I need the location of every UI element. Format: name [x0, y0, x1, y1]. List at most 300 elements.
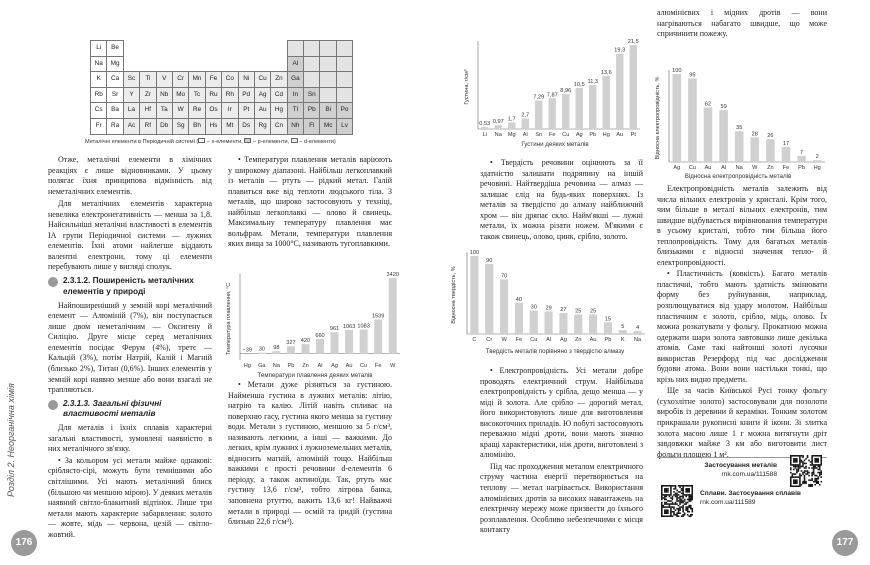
qr-module [687, 488, 689, 490]
qr-module [804, 460, 806, 462]
data-label: 11,3 [587, 78, 598, 85]
qr-module [661, 491, 663, 493]
qr-module [691, 488, 693, 490]
qr-module [811, 478, 813, 480]
category-label: Zn [574, 337, 582, 343]
bar-hg [243, 353, 251, 354]
data-label: 19,3 [614, 47, 626, 54]
qr-module [676, 508, 678, 510]
qr-module [790, 485, 792, 487]
qr-module [664, 485, 666, 487]
qr-module [664, 488, 666, 490]
qr-module [661, 506, 663, 508]
density-chart-caption: Густини деяких металів [521, 141, 589, 148]
qr-module [661, 490, 663, 492]
category-label: Zn [302, 363, 309, 369]
qr-module [804, 467, 806, 469]
element-cell-rg: Rg [254, 118, 270, 134]
empty-cell [172, 41, 188, 57]
qr-module [793, 482, 795, 484]
qr-module [678, 512, 680, 514]
qr-module [678, 508, 680, 510]
qr-module [799, 476, 801, 478]
qr-module [816, 475, 818, 477]
qr-module [663, 494, 665, 496]
empty-cell [304, 56, 320, 72]
element-cell-sg: Sg [172, 118, 188, 134]
qr-module [804, 482, 806, 484]
qr-module [790, 479, 792, 481]
qr-module [811, 457, 813, 459]
qr-code-alloys[interactable] [661, 485, 693, 517]
qr-module [682, 485, 684, 487]
qr-module [673, 506, 675, 508]
qr-module [804, 470, 806, 472]
y-axis-label: Відносна твердість, % [451, 266, 457, 324]
qr-module [819, 469, 821, 471]
qr-module [819, 455, 821, 457]
qr-module [811, 475, 813, 477]
qr-module [666, 506, 668, 508]
element-cell-ru: Ru [205, 87, 221, 103]
qr-module [679, 506, 681, 508]
qr-code-applications[interactable] [790, 455, 822, 487]
qr-module [678, 515, 680, 517]
link-applications[interactable]: Застосування металів rnk.com.ua/111588 [704, 462, 777, 478]
bar-hg [603, 76, 610, 129]
data-label: 420 [300, 338, 311, 345]
qr-module [661, 502, 663, 504]
data-label: 27 [560, 306, 567, 313]
qr-module [816, 461, 818, 463]
qr-module [673, 494, 675, 496]
qr-module [666, 488, 668, 490]
qr-module [802, 466, 804, 468]
qr-module [682, 487, 684, 489]
qr-module [802, 464, 804, 466]
y-axis-label: Температура плавлення, °С [226, 282, 232, 356]
qr-module [687, 511, 689, 513]
qr-module [805, 481, 807, 483]
qr-module [799, 473, 801, 475]
bar-cu [360, 330, 368, 354]
qr-module [682, 511, 684, 513]
qr-module [690, 499, 692, 501]
empty-cell [287, 41, 303, 57]
qr-module [813, 481, 815, 483]
qr-module [807, 455, 809, 457]
qr-module [666, 511, 668, 513]
element-cell-lv: Lv [336, 118, 352, 134]
qr-module [690, 485, 692, 487]
element-cell-mt: Mt [222, 118, 238, 134]
data-label: 7 [800, 149, 804, 156]
qr-module [811, 464, 813, 466]
heading-abundance: 2.3.1.2. Поширеність металічних елементів у природі [48, 276, 212, 298]
element-cell-ds: Ds [238, 118, 254, 134]
category-label: Cu [530, 337, 538, 343]
qr-module [682, 508, 684, 510]
empty-cell [123, 41, 139, 57]
bar-al [522, 118, 529, 129]
qr-module [790, 472, 792, 474]
qr-module [681, 499, 683, 501]
qr-module [664, 497, 666, 499]
qr-module [687, 499, 689, 501]
qr-module [666, 490, 668, 492]
qr-module [819, 475, 821, 477]
qr-module [678, 497, 680, 499]
bar-fe [515, 303, 523, 334]
qr-module [811, 461, 813, 463]
category-label: Sn [535, 132, 543, 138]
element-cell-sn: Sn [304, 87, 320, 103]
data-label: 1539 [371, 313, 385, 320]
data-label: 1,7 [507, 116, 516, 123]
qr-module [796, 485, 798, 487]
qr-module [664, 512, 666, 514]
qr-module [669, 503, 671, 505]
element-cell-cn: Cn [271, 118, 287, 134]
data-label: 26 [767, 133, 774, 140]
qr-module [682, 493, 684, 495]
qr-module [685, 506, 687, 508]
qr-module [667, 515, 669, 517]
qr-module [661, 503, 663, 505]
qr-module [820, 476, 822, 478]
qr-module [798, 476, 800, 478]
qr-module [663, 485, 665, 487]
qr-module [817, 460, 819, 462]
qr-module [685, 496, 687, 498]
qr-module [690, 496, 692, 498]
paragraph-reducers: Отже, металічні елементи в хімічних реакціях є лише відновниками. У цьому полягає їхня принципова відмінність від неметалічних елементів. [48, 155, 212, 196]
qr-module [682, 500, 684, 502]
element-cell-tc: Tc [189, 87, 205, 103]
qr-module [685, 494, 687, 496]
qr-module [661, 497, 663, 499]
qr-module [681, 506, 683, 508]
data-label: 2 [815, 154, 819, 161]
data-label: 21,5 [627, 39, 639, 45]
paragraph-plasticity: • Пластичність (ковкість). Багато металів пластичні, тобто мають здатність змінювати форму без руйнування, наприклад, розплющуватися від удару молотом. Найбільш пластичним є золото, срібло, мідь, олово. Їх можна розкатувати у фольгу. Прокатною можна одержати шари золота завтовшки лише декілька атомів. Саме такі найтонші золоті лусочки використав Резерфорд під час дослідження будови атома. Вони вони настільки тонкі, що крізь них видно предмети. [657, 269, 827, 384]
qr-module [792, 464, 794, 466]
qr-module [679, 499, 681, 501]
paragraph-fire: алюмінієвих і мідних дротів — вони нагріваються набагато швидше, що може спричинити пожежу. [657, 8, 827, 39]
paragraph-history: Ще за часів Київської Русі тонку фольгу (сухозлітне золото) застосовували для позолоти виробів із деревини й кераміки. Тонким золотом прикрашали рукописні книги й ікони. Зі злитка золота масою лише 1 г можна витягнути дріт завдовжки майже 3 км або виготовити лист фольги площею 1 м². [657, 386, 827, 459]
qr-module [801, 455, 803, 457]
qr-module [820, 470, 822, 472]
melting-chart [224, 268, 404, 372]
element-cell-cd: Cd [271, 87, 287, 103]
qr-module [691, 497, 693, 499]
qr-module [682, 496, 684, 498]
qr-module [799, 466, 801, 468]
element-cell-rb: Rb [91, 87, 107, 103]
qr-module [817, 455, 819, 457]
empty-cell [156, 41, 172, 57]
qr-module [672, 511, 674, 513]
category-label: Ag [559, 337, 567, 343]
heading-bullet-icon [48, 400, 58, 410]
qr-module [795, 476, 797, 478]
category-label: Ag [575, 132, 583, 138]
qr-module [796, 481, 798, 483]
element-cell-tl: Tl [287, 103, 303, 119]
bar-pt [630, 45, 637, 129]
qr-module [666, 512, 668, 514]
qr-module [661, 509, 663, 511]
category-label: Ag [673, 165, 681, 171]
qr-module [663, 515, 665, 517]
paragraph-hardness: • Твердість речовини оцінюють за її здатністю залишати подряпину на іншій речовині. Найтвердіша речовина — алмаз — залишає слід на будь-яких поверхнях. Із металів за твердістю до алмазу найближчий хром — він дряпає скло. Найм'якші — лужні метали, їх можна різати ножем. М'якими є також свинець, олово, цинк, срібло, золото. [480, 158, 643, 241]
qr-module [666, 503, 668, 505]
category-label: Pb [287, 363, 295, 369]
qr-module [679, 503, 681, 505]
qr-module [672, 506, 674, 508]
right-column-3 [480, 158, 643, 243]
bar-pb [604, 322, 612, 334]
qr-module [793, 461, 795, 463]
qr-module [670, 487, 672, 489]
hardness-chart [449, 244, 649, 346]
qr-module [811, 458, 813, 460]
qr-module [661, 514, 663, 516]
qr-module [790, 478, 792, 480]
qr-module [673, 511, 675, 513]
qr-module [682, 514, 684, 516]
qr-module [678, 494, 680, 496]
qr-module [817, 458, 819, 460]
qr-module [664, 511, 666, 513]
bar-al [719, 110, 728, 162]
qr-module [672, 515, 674, 517]
qr-module [807, 473, 809, 475]
qr-module [681, 490, 683, 492]
right-column-4b [657, 184, 827, 461]
bar-fe [374, 319, 382, 353]
bar-cu [562, 94, 569, 129]
element-cell-sc: Sc [123, 72, 139, 88]
element-cell-fr: Fr [91, 118, 107, 134]
qr-module [664, 499, 666, 501]
qr-module [687, 502, 689, 504]
qr-module [820, 464, 822, 466]
qr-module [796, 469, 798, 471]
qr-module [661, 515, 663, 517]
page-number-right: 177 [832, 530, 858, 556]
qr-module [690, 497, 692, 499]
empty-cell [320, 72, 336, 88]
qr-module [670, 497, 672, 499]
element-cell-mo: Mo [172, 87, 188, 103]
qr-module [661, 487, 663, 489]
qr-module [685, 485, 687, 487]
qr-module [661, 493, 663, 495]
empty-cell [304, 41, 320, 57]
qr-module [675, 487, 677, 489]
data-label: 40 [515, 296, 523, 303]
element-cell-re: Re [189, 103, 205, 119]
qr-module [673, 512, 675, 514]
qr-module [688, 485, 690, 487]
empty-cell [238, 41, 254, 57]
qr-module [661, 496, 663, 498]
category-label: Fe [374, 363, 382, 369]
data-label: 961 [329, 326, 340, 333]
category-label: Hg [243, 363, 251, 369]
qr-module [796, 470, 798, 472]
qr-module [691, 499, 693, 501]
element-cell-pd: Pd [238, 87, 254, 103]
qr-module [682, 488, 684, 490]
qr-module [682, 491, 684, 493]
element-cell-ga: Ga [287, 72, 303, 88]
qr-module [796, 460, 798, 462]
qr-module [801, 466, 803, 468]
qr-module [813, 472, 815, 474]
paragraph-electronegativity: Для металічних елементів характерна невелика електронегативність — менша за 1,8. Найсильніші металічні властивості в елементів ІА групи Періодичної системи — лужних елементів. Їхні атоми найлегше віддають валентні електрони, тому ці елементи перебувають лише у вигляді сполук. [48, 199, 212, 272]
qr-module [681, 500, 683, 502]
qr-module [670, 500, 672, 502]
qr-module [690, 506, 692, 508]
element-cell-po: Po [336, 103, 352, 119]
qr-module [795, 458, 797, 460]
category-label: Zn [767, 165, 774, 171]
qr-module [795, 467, 797, 469]
qr-module [663, 505, 665, 507]
qr-module [798, 466, 800, 468]
data-label: 0,53 [479, 120, 491, 127]
qr-module [685, 509, 687, 511]
qr-module [670, 515, 672, 517]
qr-module [813, 467, 815, 469]
bar-cu [530, 311, 538, 334]
qr-module [799, 457, 801, 459]
category-label: Al [522, 132, 528, 138]
data-label: 7,87 [546, 92, 558, 99]
qr-module [667, 503, 669, 505]
empty-cell [336, 56, 352, 72]
qr-module [814, 461, 816, 463]
side-title: Розділ 2. Неорганічна хімія [6, 383, 16, 497]
qr-module [670, 512, 672, 514]
category-label: Na [494, 132, 502, 138]
qr-module [799, 485, 801, 487]
qr-module [664, 506, 666, 508]
qr-module [667, 488, 669, 490]
page-right [435, 0, 870, 565]
qr-module [667, 500, 669, 502]
qr-module [802, 455, 804, 457]
conductivity-chart [653, 62, 829, 174]
empty-cell [238, 56, 254, 72]
qr-module [816, 460, 818, 462]
element-cell-hs: Hs [205, 118, 221, 134]
qr-module [795, 464, 797, 466]
qr-module [688, 505, 690, 507]
qr-module [661, 512, 663, 514]
qr-module [801, 460, 803, 462]
qr-module [798, 470, 800, 472]
y-axis-label: Відносна електропровідність, % [655, 76, 661, 160]
qr-module [678, 491, 680, 493]
qr-module [678, 500, 680, 502]
element-cell-co: Co [222, 72, 238, 88]
qr-module [679, 502, 681, 504]
paragraph-heating: Під час проходження металом електричного струму частина енергії перетворюється на теплову — метал нагрівається. Використання алюмінієвих дротів за високих навантажень на електричну мережу може призвести до їхнього розплавлення. Особливо небезпечними є місця контакту [480, 461, 643, 535]
qr-module [666, 485, 668, 487]
qr-module [799, 463, 801, 465]
qr-module [670, 493, 672, 495]
element-cell-na: Na [91, 56, 107, 72]
bar-w [389, 278, 397, 353]
qr-module [805, 463, 807, 465]
qr-module [672, 497, 674, 499]
qr-module [684, 500, 686, 502]
qr-module [682, 494, 684, 496]
qr-module [819, 464, 821, 466]
empty-cell [271, 56, 287, 72]
qr-module [793, 479, 795, 481]
qr-module [799, 479, 801, 481]
data-label: 4 [636, 324, 640, 331]
data-label: −39 [242, 347, 253, 354]
qr-module [802, 481, 804, 483]
bar-al [545, 311, 553, 334]
qr-module [802, 463, 804, 465]
qr-module [679, 487, 681, 489]
qr-module [667, 485, 669, 487]
qr-module [813, 455, 815, 457]
category-label: Al [721, 165, 727, 171]
data-label: 100 [469, 250, 480, 256]
qr-module [793, 466, 795, 468]
qr-module [799, 461, 801, 463]
qr-module [664, 494, 666, 496]
qr-module [675, 493, 677, 495]
qr-module [816, 481, 818, 483]
category-label: Cu [562, 132, 570, 138]
qr-module [808, 479, 810, 481]
element-cell-pt: Pt [238, 103, 254, 119]
qr-module [685, 490, 687, 492]
bar-ag [673, 74, 682, 162]
qr-module [691, 493, 693, 495]
category-label: Cu [360, 363, 368, 369]
qr-module [681, 493, 683, 495]
data-label: 28 [751, 131, 758, 138]
data-label: 1083 [357, 323, 370, 330]
qr-module [817, 478, 819, 480]
qr-module [682, 515, 684, 517]
left-column-2 [228, 155, 392, 251]
data-label: 30 [258, 346, 265, 353]
empty-cell [320, 87, 336, 103]
qr-module [813, 466, 815, 468]
element-cell-y: Y [123, 87, 139, 103]
element-cell-zn: Zn [271, 72, 287, 88]
qr-module [676, 512, 678, 514]
bar-au [345, 330, 353, 353]
element-cell-bi: Bi [320, 103, 336, 119]
link-alloys[interactable]: Сплави. Застосування сплавів rnk.com.ua/111589 [700, 490, 801, 506]
data-label: 30 [530, 304, 537, 311]
hardness-chart-caption: Твердість металів порівняно з твердістю алмазу [485, 348, 625, 355]
qr-module [814, 467, 816, 469]
element-cell-nb: Nb [156, 87, 172, 103]
qr-module [661, 511, 663, 513]
